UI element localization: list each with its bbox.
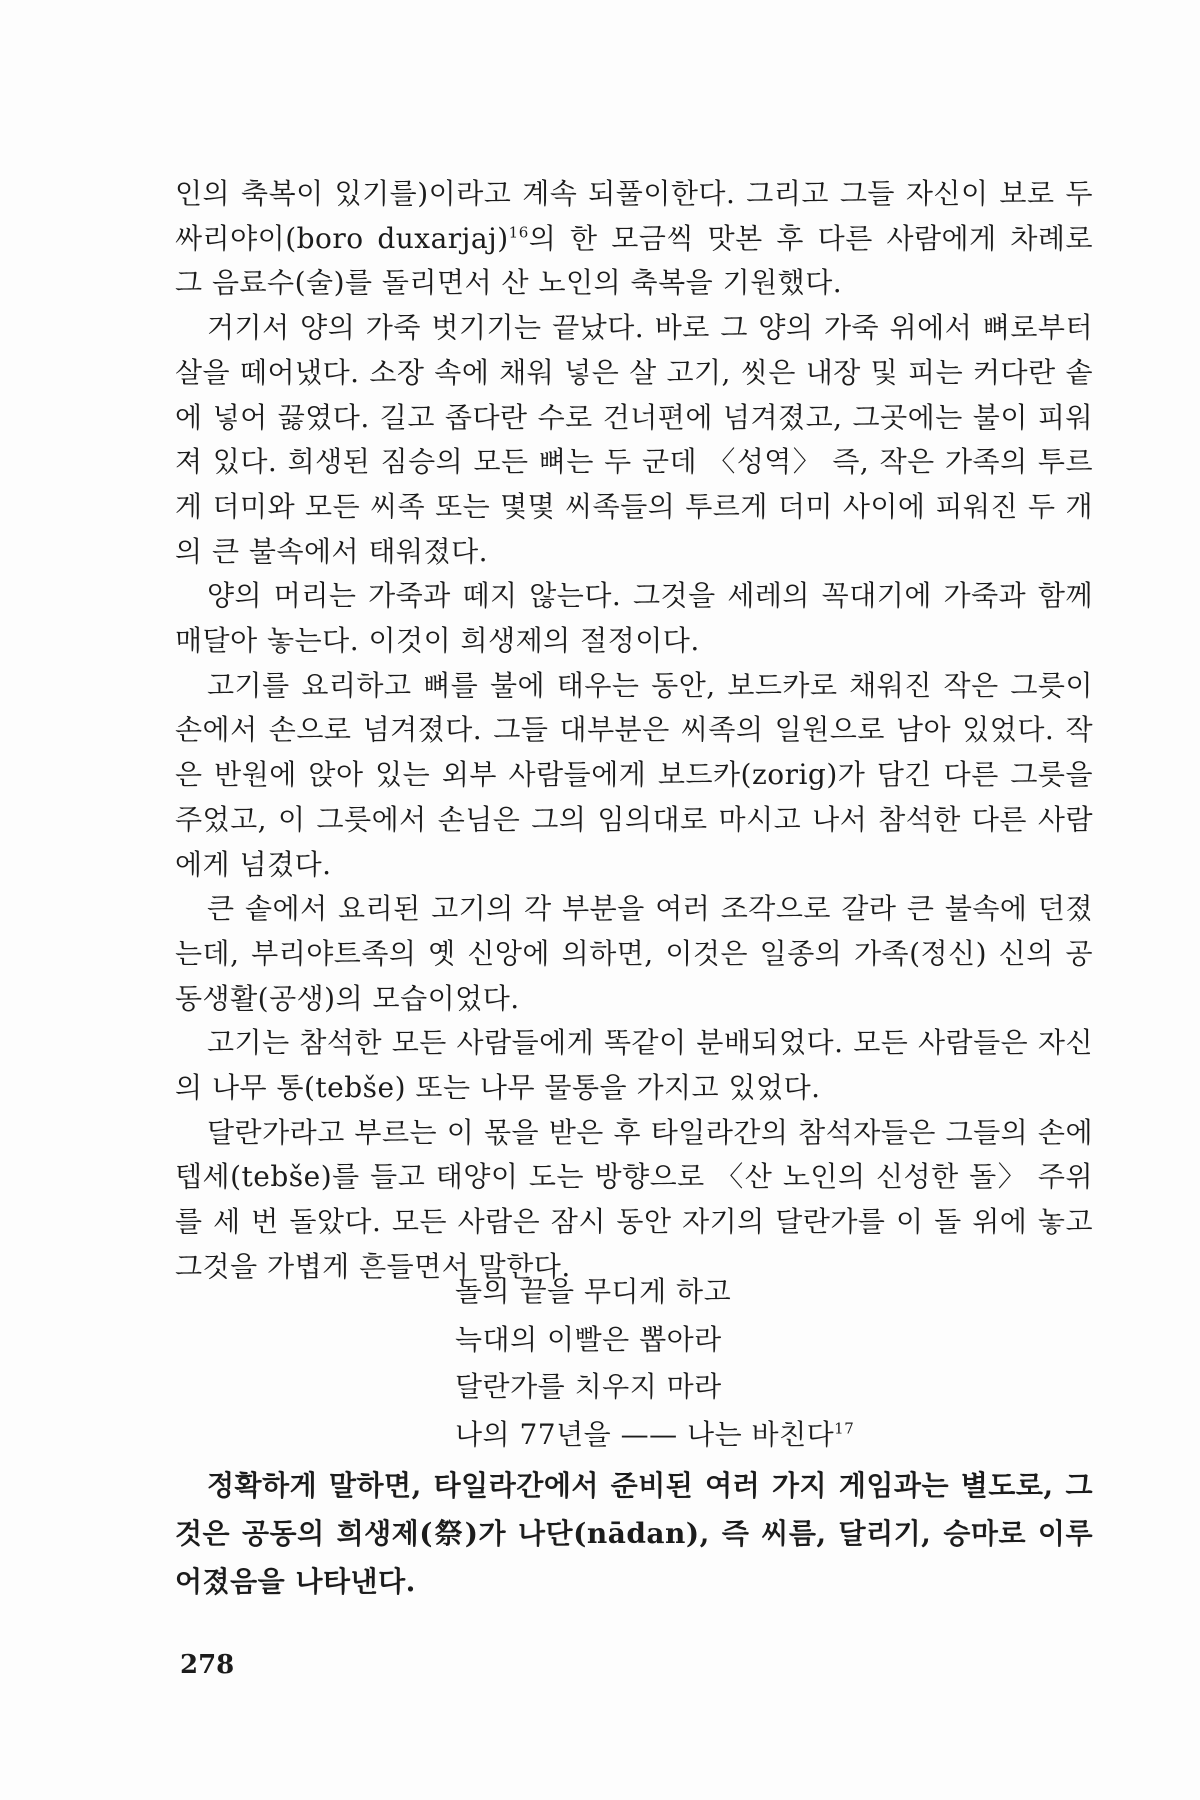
- paragraph-1-text: 인의 축복이 있기를)이라고 계속 되풀이한다. 그리고 그들 자신이 보로 두싸리야이(boro duxarjaj): [175, 177, 1093, 255]
- paragraph-4: 고기를 요리하고 뼈를 불에 태우는 동안, 보드카로 채워진 작은 그릇이 손에서 손으로 넘겨졌다. 그들 대부분은 씨족의 일원으로 남아 있었다. 작은 반원에 앉아 있는 외부 사람들에게 보드카(zorig)가 담긴 다른 그릇을 주었고, 이 그릇에서 손님은 그의 임의대로 마시고 나서 참석한 다른 사람에게 넘겼다.: [175, 668, 1093, 881]
- footnote-ref-16: 16: [508, 223, 529, 242]
- paragraph-1-text-after: 의 한 모금씩 맛본 후 다른 사람에게 차례로 그 음료수(술)를 돌리면서 산 노인의 축복을 기원했다.: [175, 221, 1093, 300]
- paragraph-5: 큰 솥에서 요리된 고기의 각 부분을 여러 조각으로 갈라 큰 불속에 던졌는데, 부리야트족의 옛 신앙에 의하면, 이것은 일종의 가족(정신) 신의 공동생활(공생)의 모습이었다.: [175, 892, 1093, 1015]
- poem-line-4-text: 나의 77년을 —— 나는 바친다: [455, 1417, 835, 1451]
- body-text: [175, 172, 1093, 1290]
- poem-line-3: 달란가를 치우지 마라: [455, 1370, 722, 1403]
- closing-text: 정확하게 말하면, 타일라간에서 준비된 여러 가지 게임과는 별도로, 그것은 공동의 희생제(祭)가 나단(nādan), 즉 씨름, 달리기, 승마로 이루어졌음을 나타낸다.: [175, 1469, 1093, 1598]
- page-number: 278: [180, 1650, 235, 1680]
- paragraph-3: 양의 머리는 가죽과 떼지 않는다. 그것을 세레의 꼭대기에 가죽과 함께 매달아 놓는다. 이것이 희생제의 절정이다.: [175, 579, 1093, 658]
- paragraph-6: 고기는 참석한 모든 사람들에게 똑같이 분배되었다. 모든 사람들은 자신의 나무 통(tebše) 또는 나무 물통을 가지고 있었다.: [175, 1026, 1093, 1105]
- paragraph-7: 달란가라고 부르는 이 몫을 받은 후 타일라간의 참석자들은 그들의 손에 텝세(tebše)를 들고 태양이 도는 방향으로 〈산 노인의 신성한 돌〉 주위를 세 번 돌았다. 모든 사람은 잠시 동안 자기의 달란가를 이 돌 위에 놓고 그것을 가볍게 흔들면서 말한다.: [175, 1115, 1093, 1283]
- poem-line-1: 돌의 끝을 무디게 하고: [455, 1275, 732, 1308]
- closing-paragraph: [175, 1462, 1093, 1606]
- poem-line-4: [455, 1411, 955, 1459]
- footnote-ref-17: 17: [834, 1419, 855, 1438]
- poem-block: [455, 1268, 955, 1458]
- paragraph-2: 거기서 양의 가죽 벗기기는 끝났다. 바로 그 양의 가죽 위에서 뼈로부터 살을 떼어냈다. 소장 속에 채워 넣은 살 고기, 씻은 내장 및 피는 커다란 솥에 넣어 끓였다. 길고 좁다란 수로 건너편에 넘겨졌고, 그곳에는 불이 피워져 있다. 희생된 짐승의 모든 뼈는 두 군데 〈성역〉 즉, 작은 가족의 투르게 더미와 모든 씨족 또는 몇몇 씨족들의 투르게 더미 사이에 피워진 두 개의 큰 불속에서 태워졌다.: [175, 311, 1093, 568]
- poem-line-2: 늑대의 이빨은 뽑아라: [455, 1322, 722, 1356]
- paragraph-1: [175, 172, 1093, 306]
